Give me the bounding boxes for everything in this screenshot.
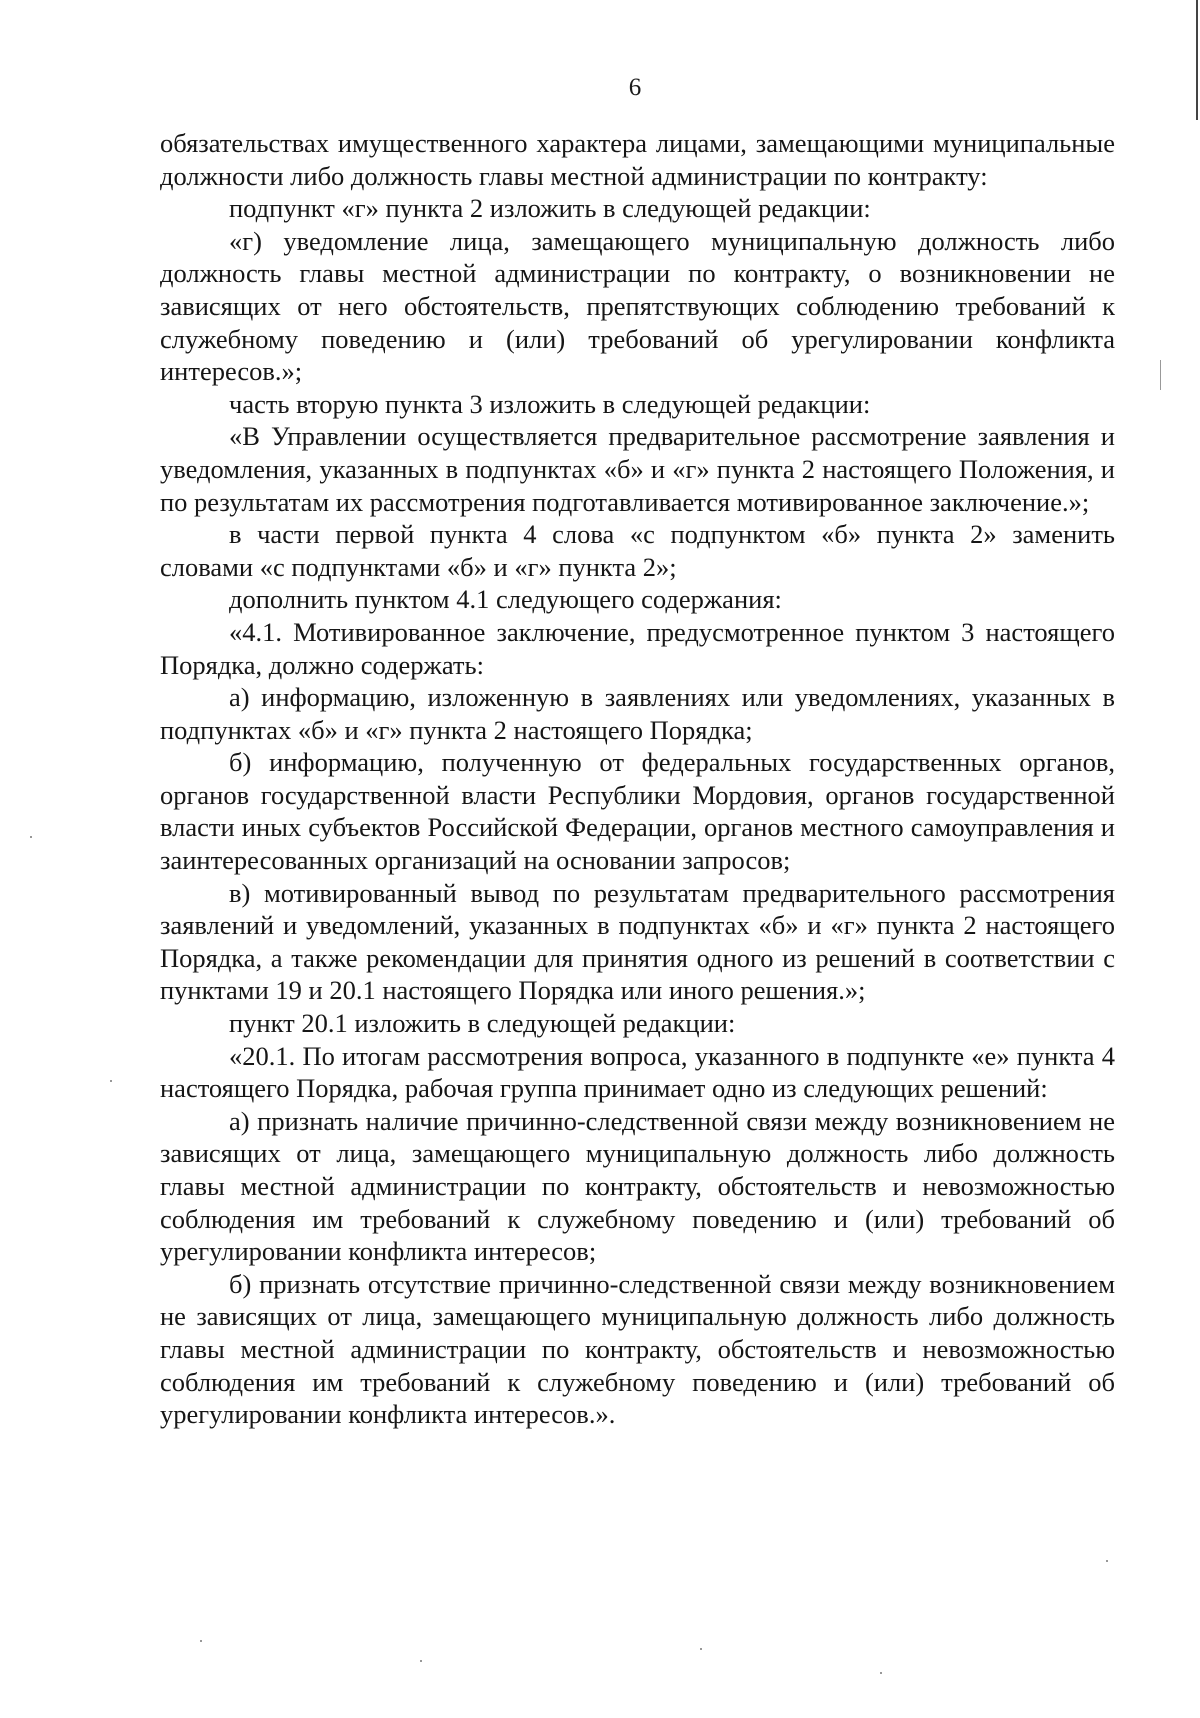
scan-speck — [420, 1660, 422, 1662]
scan-speck — [30, 836, 32, 838]
paragraph: а) информацию, изложенную в заявлениях или уведомлениях, указанных в подпунктах «б» и «г» пункта 2 настоящего Порядка; — [160, 682, 1115, 745]
paragraph: обязательствах имущественного характера лицами, замещающими муниципальные должности либо должность главы местной администрации по контракту: — [160, 128, 1115, 191]
scan-edge-line — [1196, 0, 1198, 120]
paragraph: «4.1. Мотивированное заключение, предусмотренное пунктом 3 настоящего Порядка, должно содержать: — [160, 616, 1115, 680]
scan-speck — [110, 1080, 112, 1082]
scan-speck — [700, 1648, 702, 1650]
paragraph: часть вторую пункта 3 изложить в следующей редакции: — [229, 388, 871, 419]
paragraph: дополнить пунктом 4.1 следующего содержания: — [229, 584, 782, 615]
paragraph: в части первой пункта 4 слова «с подпунктом «б» пункта 2» заменить словами «с подпунктами «б» и «г» пункта 2»; — [160, 519, 1115, 582]
document-body — [160, 127, 1115, 1431]
scan-speck — [1106, 1560, 1108, 1562]
paragraph: «В Управлении осуществляется предварительное рассмотрение заявления и уведомления, указанных в подпунктах «б» и «г» пункта 2 настоящего Положения, и по результатам их рассмотрения подготавливается мотивированное заключение.»; — [160, 421, 1115, 517]
page-number: 6 — [628, 74, 642, 101]
paragraph: а) признать наличие причинно-следственной связи между возникновением не зависящих от лица, замещающего муниципальную должность либо должность главы местной администрации по контракту, обстоятельств и невозможностью соблюдения им требований к служебному поведению и (или) требований об урегулировании конфликта интересов; — [160, 1105, 1115, 1267]
scan-edge-line — [1160, 360, 1161, 390]
paragraph: пункт 20.1 изложить в следующей редакции: — [229, 1008, 736, 1039]
paragraph: «20.1. По итогам рассмотрения вопроса, указанного в подпункте «е» пункта 4 настоящего Порядка, рабочая группа принимает одно из следующих решений: — [160, 1040, 1115, 1104]
paragraph: подпункт «г» пункта 2 изложить в следующей редакции: — [229, 193, 871, 224]
paragraph: б) информацию, полученную от федеральных государственных органов, органов государственной власти Республики Мордовия, органов государственной власти иных субъектов Российской Федерации, органов местного самоуправления и заинтересованных организаций на основании запросов; — [160, 747, 1115, 876]
paragraph: «г) уведомление лица, замещающего муниципальную должность либо должность главы местной администрации по контракту, о возникновении не зависящих от него обстоятельств, препятствующих соблюдению требований к служебному поведению и (или) требований об урегулировании конфликта интересов.»; — [160, 225, 1115, 387]
paragraph: б) признать отсутствие причинно-следственной связи между возникновением не зависящих от лица, замещающего муниципальную должность либо должность главы местной администрации по контракту, обстоятельств и невозможностью соблюдения им требований к служебному поведению и (или) требований об урегулировании конфликта интересов.». — [160, 1268, 1115, 1430]
scan-speck — [200, 1640, 202, 1642]
scan-speck — [880, 1672, 882, 1674]
paragraph: в) мотивированный вывод по результатам предварительного рассмотрения заявлений и уведомлений, указанных в подпунктах «б» и «г» пункта 2 настоящего Порядка, а также рекомендации для принятия одного из решений в соответствии с пунктами 19 и 20.1 настоящего Порядка или иного решения.»; — [160, 877, 1115, 1006]
